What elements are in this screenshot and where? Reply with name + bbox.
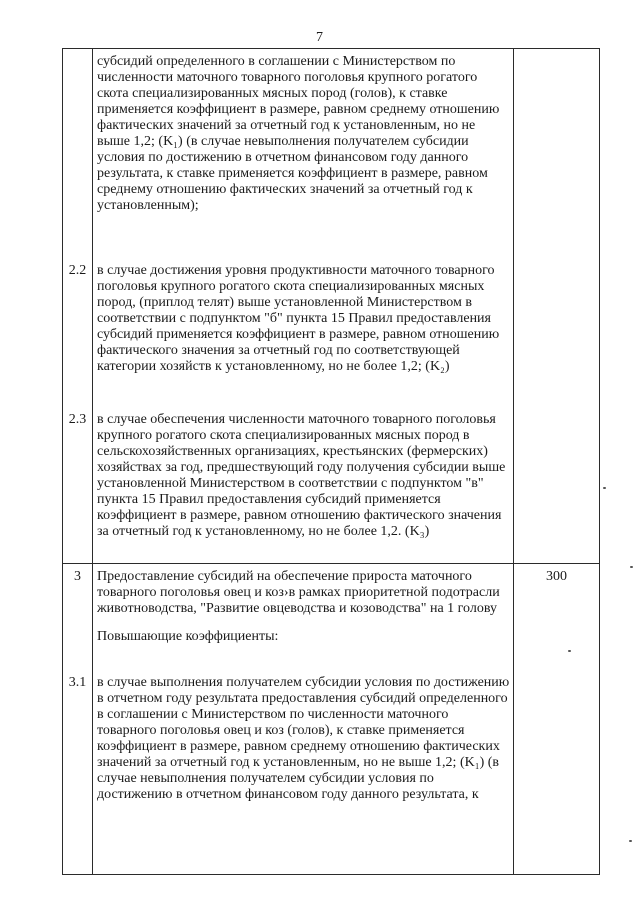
row-number: 3.1 xyxy=(63,670,93,875)
row-value xyxy=(514,407,600,564)
row-text-paragraph: в случае достижения уровня продуктивности маточного товарного поголовья крупного рогатого скота специализированных мясных пород, (приплод телят) выше установленной Министерством в соответствии с подпунктом "б" пункта 15 Правил предоставления субсидий применяется коэффициент в размере, равном отношению фактического значения за отчетный год по соответствующей категории хозяйств к установленному, но не более 1,2; (K₂) xyxy=(97,262,500,374)
scan-speck xyxy=(630,566,633,568)
row-text xyxy=(93,49,514,258)
row-number: 2.2 xyxy=(63,258,93,407)
row-number xyxy=(63,49,93,258)
row-text xyxy=(93,564,514,670)
scan-speck xyxy=(603,487,606,489)
row-value xyxy=(514,258,600,407)
row-text xyxy=(93,258,514,407)
row-text-paragraph: Предоставление субсидий на обеспечение прироста маточного товарного поголовья овец и коз›в рамках приоритетной подотрасли животноводства, "Развитие овцеводства и козоводства" на 1 голову xyxy=(97,569,500,616)
scan-speck xyxy=(568,650,571,652)
table-row xyxy=(63,407,600,564)
row-number: 2.3 xyxy=(63,407,93,564)
table-row xyxy=(63,258,600,407)
row-value xyxy=(514,49,600,258)
scan-speck xyxy=(629,840,632,842)
coefficients-table xyxy=(62,48,600,875)
row-text-paragraph: в случае выполнения получателем субсидии условия по достижению в отчетном году результата предоставления субсидий определенного в соглашении с Министерством по численности маточного товарного поголовья овец и коз (голов), к ставке применяется коэффициент в размере, равном среднему отношению фактических значений за отчетный год к установленным, но не выше 1,2; (K₁) (в случае невыполнения получателем субсидии условия по достижению в отчетном финансовом году данного результата, к xyxy=(97,674,510,802)
row-subheading: Повышающие коэффициенты: xyxy=(97,629,279,644)
row-text xyxy=(93,407,514,564)
table-row xyxy=(63,564,600,670)
row-value: 300 xyxy=(514,564,600,670)
row-text-paragraph: в случае обеспечения численности маточного товарного поголовья крупного рогатого скота специализированных мясных пород в сельскохозяйственных организациях, крестьянских (фермерских) хозяйствах за год, предшествующий году получения субсидии выше установленной Министерством в соответствии с подпунктом "в" пункта 15 Правил предоставления субсидий применяется коэффициент в размере, равном отношению фактического значения за отчетный год к установленному, но не более 1,2. (K₃) xyxy=(97,411,506,539)
row-text-paragraph: субсидий определенного в соглашении с Министерством по численности маточного товарного поголовья крупного рогатого скота специализированных мясных пород (голов), к ставке применяется коэффициент в размере, равном среднему отношению фактических значений за отчетный год к установленным, но не выше 1,2; (K₁) (в случае невыполнения получателем субсидии условия по достижению в отчетном финансовом году данного результата, к ставке применяется коэффициент в размере, равном среднему отношению фактических значений за отчетный год к установленным); xyxy=(97,54,500,213)
row-text xyxy=(93,670,514,875)
page-number: 7 xyxy=(316,30,323,45)
row-number: 3 xyxy=(63,564,93,670)
row-value xyxy=(514,670,600,875)
table-row xyxy=(63,49,600,258)
table-row xyxy=(63,670,600,875)
